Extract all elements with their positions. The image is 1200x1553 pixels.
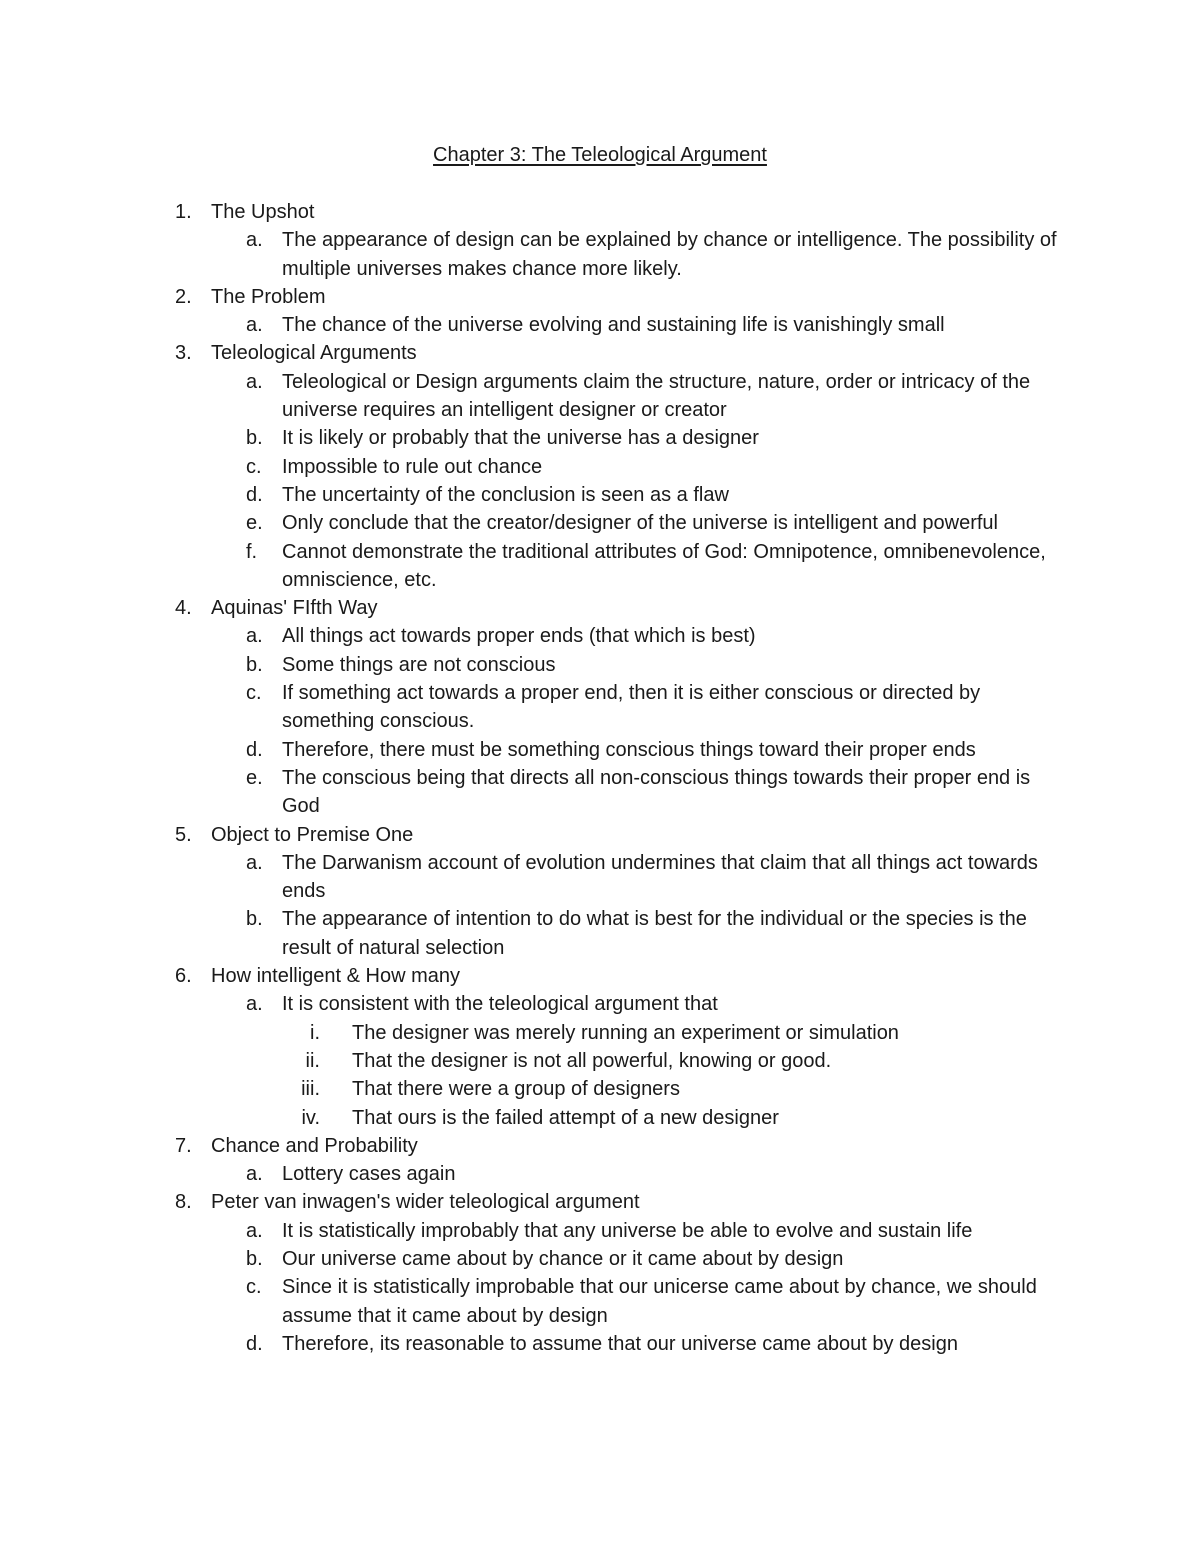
list-marker: a. xyxy=(246,1219,263,1242)
list-item-text: The chance of the universe evolving and sustaining life is vanishingly small xyxy=(282,314,945,337)
list-marker: a. xyxy=(246,851,263,874)
list-item xyxy=(0,509,1200,537)
list-marker: i. xyxy=(310,1021,320,1044)
list-marker: b. xyxy=(246,908,263,931)
list-marker: d. xyxy=(246,1332,263,1355)
list-marker: a. xyxy=(246,314,263,337)
list-marker: 2. xyxy=(175,285,192,308)
list-item xyxy=(0,622,1200,650)
sub-list-item xyxy=(0,1047,1200,1075)
list-item-text: Since it is statistically improbable that our unicerse came about by chance, we should assume that it came about by design xyxy=(282,1276,1037,1327)
list-item xyxy=(0,1330,1200,1358)
list-item xyxy=(0,679,1200,736)
list-marker: b. xyxy=(246,427,263,450)
list-item-text: The Darwanism account of evolution undermines that claim that all things act towards ends xyxy=(282,851,1038,903)
list-item-text: The uncertainty of the conclusion is seen as a flaw xyxy=(282,483,729,506)
list-item-text: The appearance of design can be explained by chance or intelligence. The possibility of multiple universes makes chance more likely. xyxy=(282,229,1057,280)
list-item-text: The designer was merely running an experiment or simulation xyxy=(352,1021,899,1044)
list-item-text: The Problem xyxy=(211,285,326,308)
list-marker: 7. xyxy=(175,1134,192,1157)
list-item-text: The conscious being that directs all non-conscious things towards their proper end is God xyxy=(282,766,1031,818)
section-heading xyxy=(0,339,1200,367)
section-heading xyxy=(0,821,1200,849)
list-item-text: That the designer is not all powerful, knowing or good. xyxy=(352,1049,832,1072)
list-item xyxy=(0,905,1200,962)
list-item-text: Teleological or Design arguments claim the structure, nature, order or intricacy of the universe requires an intelligent designer or creator xyxy=(282,370,1031,422)
list-marker: c. xyxy=(246,682,262,705)
list-item-text: Some things are not conscious xyxy=(282,653,556,676)
list-item xyxy=(0,1245,1200,1273)
section-heading xyxy=(0,1188,1200,1216)
list-item xyxy=(0,990,1200,1018)
list-item-text: Cannot demonstrate the traditional attributes of God: Omnipotence, omnibenevolence, omniscience, etc. xyxy=(282,540,1046,591)
list-marker: a. xyxy=(246,370,263,393)
list-marker: a. xyxy=(246,229,263,252)
list-item-text: Peter van inwagen's wider teleological argument xyxy=(211,1191,640,1214)
list-marker: 5. xyxy=(175,823,192,846)
section-heading xyxy=(0,962,1200,990)
list-marker: a. xyxy=(246,993,263,1016)
list-item-text: Object to Premise One xyxy=(211,823,414,846)
list-marker: iv. xyxy=(301,1106,320,1129)
list-item xyxy=(0,1217,1200,1245)
list-item-text: Therefore, its reasonable to assume that our universe came about by design xyxy=(282,1332,958,1355)
list-marker: iii. xyxy=(301,1078,320,1101)
list-marker: ii. xyxy=(305,1049,320,1072)
list-marker: 3. xyxy=(175,342,192,365)
list-item xyxy=(0,311,1200,339)
sub-list-item xyxy=(0,1019,1200,1047)
list-item-text: It is likely or probably that the universe has a designer xyxy=(282,427,759,450)
list-item-text: That ours is the failed attempt of a new designer xyxy=(352,1106,779,1129)
list-item-text: All things act towards proper ends (that which is best) xyxy=(282,625,756,648)
list-item-text: Our universe came about by chance or it came about by design xyxy=(282,1247,844,1270)
list-item-text: Aquinas' FIfth Way xyxy=(211,597,378,620)
list-marker: 1. xyxy=(175,201,192,223)
section-heading xyxy=(0,594,1200,622)
list-item xyxy=(0,849,1200,906)
section-heading xyxy=(0,198,1200,226)
list-item-text: Chance and Probability xyxy=(211,1134,418,1157)
list-item-text: It is consistent with the teleological argument that xyxy=(282,993,718,1016)
list-marker: 8. xyxy=(175,1191,192,1214)
list-marker: c. xyxy=(246,1276,262,1299)
list-marker: e. xyxy=(246,766,263,789)
list-item xyxy=(0,424,1200,452)
list-item-text: The Upshot xyxy=(211,201,315,223)
list-item-text: Impossible to rule out chance xyxy=(282,455,543,478)
section-heading xyxy=(0,283,1200,311)
list-marker: 4. xyxy=(175,597,192,620)
list-item xyxy=(0,651,1200,679)
list-item xyxy=(0,368,1200,425)
list-item-text: The appearance of intention to do what is best for the individual or the species is the result of natural selection xyxy=(282,908,1027,959)
list-item xyxy=(0,1160,1200,1188)
list-item-text: Therefore, there must be something conscious things toward their proper ends xyxy=(282,738,976,761)
list-marker: a. xyxy=(246,625,263,648)
list-item xyxy=(0,736,1200,764)
list-item xyxy=(0,481,1200,509)
list-item xyxy=(0,1273,1200,1330)
outline-list xyxy=(0,198,1200,1358)
list-item-text: Teleological Arguments xyxy=(211,342,417,365)
sub-list-item xyxy=(0,1104,1200,1132)
list-marker: b. xyxy=(246,1247,263,1270)
page-title: Chapter 3: The Teleological Argument xyxy=(433,144,767,166)
list-item xyxy=(0,226,1200,283)
section-heading xyxy=(0,1132,1200,1160)
list-marker: e. xyxy=(246,512,263,535)
list-marker: b. xyxy=(246,653,263,676)
list-item-text: Only conclude that the creator/designer of the universe is intelligent and powerful xyxy=(282,512,998,535)
list-marker: a. xyxy=(246,1163,263,1186)
list-marker: d. xyxy=(246,738,263,761)
list-item xyxy=(0,764,1200,821)
list-marker: d. xyxy=(246,483,263,506)
list-item-text: How intelligent & How many xyxy=(211,965,460,988)
list-item xyxy=(0,538,1200,595)
list-item-text: Lottery cases again xyxy=(282,1163,456,1186)
list-marker: f. xyxy=(246,540,258,563)
list-item-text: That there were a group of designers xyxy=(352,1078,680,1101)
list-item-text: It is statistically improbably that any universe be able to evolve and sustain life xyxy=(282,1219,973,1242)
list-item xyxy=(0,453,1200,481)
sub-list-item xyxy=(0,1075,1200,1103)
list-item-text: If something act towards a proper end, then it is either conscious or directed by something conscious. xyxy=(282,682,981,733)
list-marker: 6. xyxy=(175,965,192,988)
list-marker: c. xyxy=(246,455,262,478)
